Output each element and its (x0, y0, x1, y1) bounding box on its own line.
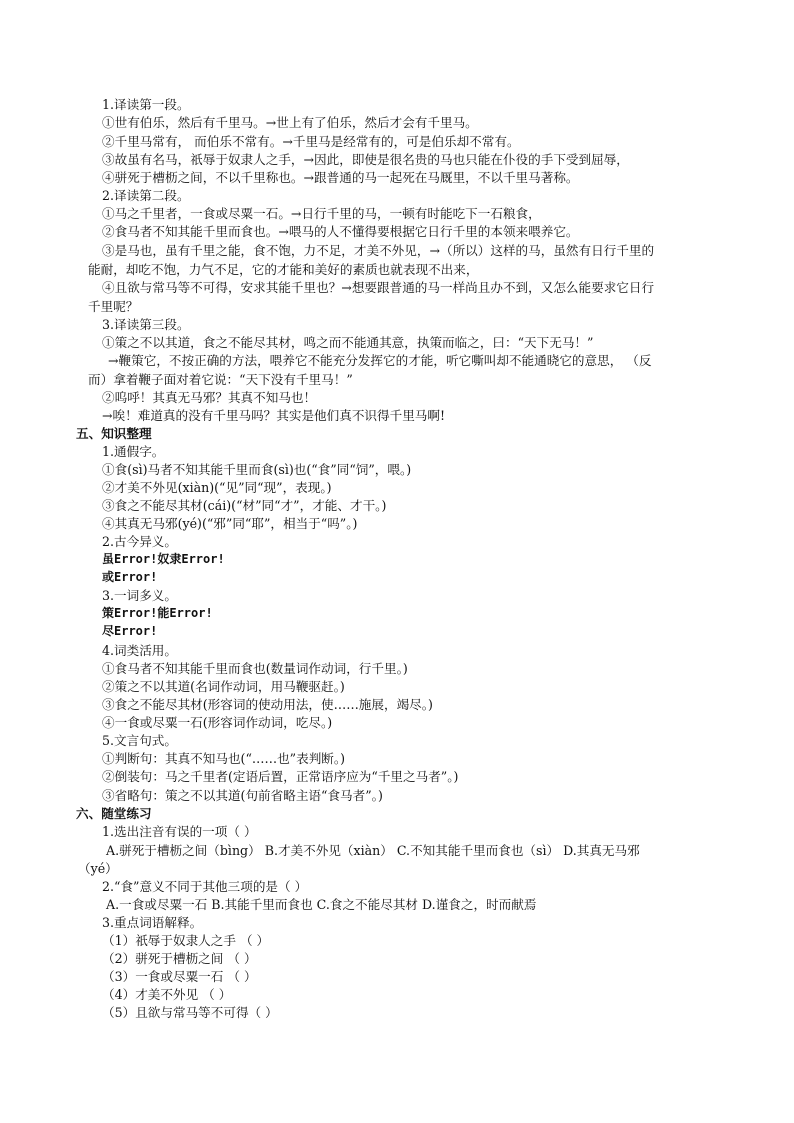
text-line: ①判断句：其真不知马也(“……也”表判断。) (102, 751, 346, 766)
text-line: ③省略句：策之不以其道(句前省略主语“食马者”。) (102, 788, 383, 803)
blank-item: （5）且欲与常马等不可得（ ） (102, 1005, 278, 1020)
blank-item: （3）一食或尽粟一石 （ ） (102, 969, 257, 984)
error-line: 虽Error!奴隶Error! (102, 552, 225, 566)
section-heading: 4.词类活用。 (102, 643, 177, 658)
text-line: ③故虽有名马，祇辱于奴隶人之手，→因此，即使是很名贵的马也只能在仆役的手下受到屈辱， (102, 152, 629, 167)
text-line: ③食之不能尽其材(形容词的使动用法，使……施展，竭尽。) (102, 697, 433, 712)
error-line: 或Error! (102, 570, 158, 584)
chapter-heading: 五、知识整理 (76, 426, 152, 441)
question: 1.选出注音有误的一项（ ） (102, 824, 257, 839)
answer-options: （yé） (78, 861, 118, 876)
text-line: ②策之不以其道(名词作动词，用马鞭驱赶。) (102, 679, 345, 694)
answer-options: A.一食或尽粟一石 B.其能千里而食也 C.食之不能尽其材 D.谨食之，时而献焉 (106, 897, 537, 912)
text-line: →鞭策它，不按正确的方法，喂养它不能充分发挥它的才能，听它嘶叫却不能通晓它的意思， （反 (108, 353, 652, 368)
text-line: ②食马者不知其能千里而食也。→喂马的人不懂得要根据它日行千里的本领来喂养它。 (102, 224, 579, 239)
text-line: ④其真无马邪(yé)(“邪”同“耶”，相当于“吗”。) (102, 516, 358, 531)
section-heading: 1.译读第一段。 (102, 97, 190, 112)
text-line: ③是马也，虽有千里之能，食不饱，力不足，才美不外见，→（所以）这样的马，虽然有日行千里的 (102, 243, 655, 258)
text-line: ②呜呼！其真无马邪？其真不知马也！ (102, 390, 317, 405)
text-line: ③食之不能尽其材(cái)(“材”同“才”，才能、才干。) (102, 498, 387, 513)
section-heading: 5.文言句式。 (102, 733, 177, 748)
question: 2.“食”意义不同于其他三项的是（ ） (102, 879, 308, 894)
text-line: 能耐，却吃不饱，力气不足，它的才能和美好的素质也就表现不出来， (88, 262, 479, 277)
text-line: ①马之千里者，一食或尽粟一石。→日行千里的马，一顿有时能吃下一石粮食， (102, 206, 541, 221)
text-line: 而）拿着鞭子面对着它说：“天下没有千里马！” (88, 372, 353, 387)
text-line: ②千里马常有， 而伯乐不常有。→千里马是经常有的，可是伯乐却不常有。 (102, 134, 520, 149)
blank-item: （4）才美不外见 （ ） (102, 987, 232, 1002)
text-line: ②才美不外见(xiàn)(“见”同“现”，表现。) (102, 480, 332, 495)
text-line: ①世有伯乐，然后有千里马。→世上有了伯乐，然后才会有千里马。 (102, 115, 478, 130)
text-line: ①食(sì)马者不知其能千里而食(sì)也(“食”同“饲”，喂。) (102, 462, 412, 477)
text-line: 千里呢？ (88, 299, 139, 314)
text-line: ④一食或尽粟一石(形容词作动词，吃尽。) (102, 715, 333, 730)
text-line: ④且欲与常马等不可得，安求其能千里也？→想要跟普通的马一样尚且办不到，又怎么能要求它日行 (102, 280, 655, 295)
section-heading: 2.译读第二段。 (102, 188, 190, 203)
answer-options: A.骈死于槽枥之间（bìng） B.才美不外见（xiàn） C.不知其能千里而食也（sì） D.其真无马邪 (106, 843, 640, 858)
text-line: →唉！难道真的没有千里马吗？其实是他们真不识得千里马啊! (102, 408, 446, 423)
text-line: ②倒装句：马之千里者(定语后置，正常语序应为“千里之马者”。) (102, 769, 459, 784)
error-line: 策Error!能Error! (102, 606, 213, 620)
chapter-heading: 六、随堂练习 (76, 806, 152, 821)
question: 3.重点词语解释。 (102, 915, 203, 930)
blank-item: （1）祇辱于奴隶人之手 （ ） (102, 933, 270, 948)
text-line: ①策之不以其道，食之不能尽其材，鸣之而不能通其意，执策而临之，曰：“天下无马！” (102, 335, 594, 350)
error-line: 尽Error! (102, 624, 158, 638)
text-line: ④骈死于槽枥之间，不以千里称也。→跟普通的马一起死在马厩里，不以千里马著称。 (102, 170, 579, 185)
section-heading: 3.一词多义。 (102, 588, 177, 603)
text-line: ①食马者不知其能千里而食也(数量词作动词，行千里。) (102, 661, 408, 676)
section-heading: 1.通假字。 (102, 444, 165, 459)
blank-item: （2）骈死于槽枥之间 （ ） (102, 951, 257, 966)
section-heading: 3.译读第三段。 (102, 317, 190, 332)
section-heading: 2.古今异义。 (102, 534, 177, 549)
